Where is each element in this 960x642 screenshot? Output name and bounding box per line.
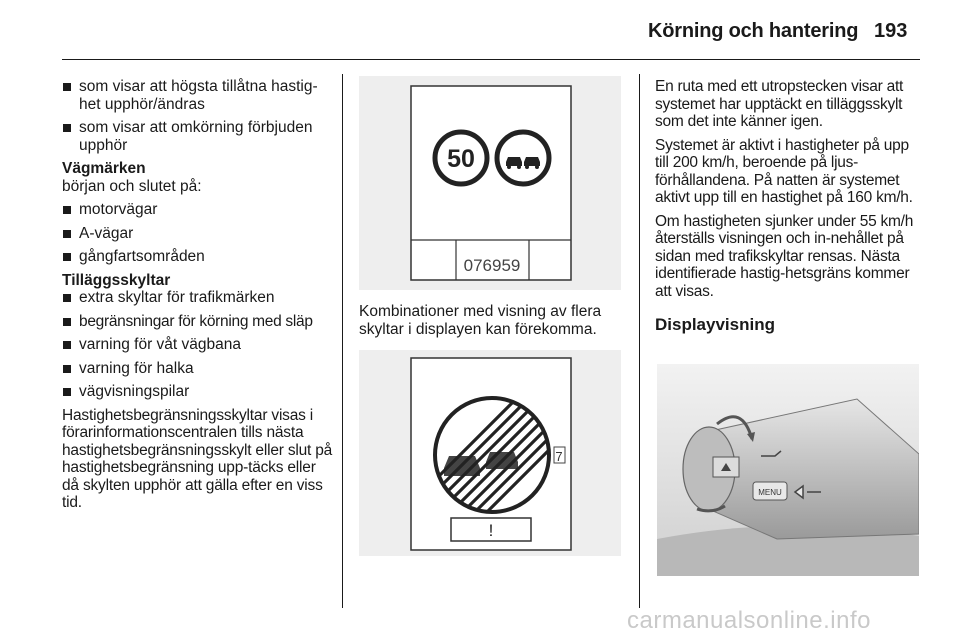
- section-heading: Displayvisning: [655, 315, 775, 334]
- bullet-square-icon: [63, 206, 71, 214]
- bullet-item: som visar att omkörning förbjuden upphör: [62, 119, 334, 154]
- bullet-square-icon: [63, 294, 71, 302]
- right-column: [655, 78, 923, 334]
- bullet-square-icon: [63, 318, 71, 326]
- bullet-item: motorvägar: [62, 201, 334, 219]
- column-divider-right: [639, 74, 640, 608]
- stalk-control-figure: [657, 364, 919, 576]
- roadsigns-heading: Vägmärken: [62, 160, 146, 177]
- bullet-square-icon: [63, 230, 71, 238]
- speed-limit-value: 50: [447, 145, 475, 173]
- body-paragraph: Om hastigheten sjunker under 55 km/h återställs visningen och in-nehållet på sidan med trafikskyltar rensas. Nästa identifierade hastig-hetsgräns kommer att visas.: [655, 212, 914, 300]
- no-overtaking-sign-icon: [497, 132, 549, 184]
- roadsigns-intro: början och slutet på:: [62, 177, 202, 195]
- page-number: 193: [874, 20, 908, 42]
- page-header-title: Körning och hantering: [648, 20, 859, 42]
- bullet-item: vägvisningspilar: [62, 383, 334, 401]
- bullet-item: gångfartsområden: [62, 248, 334, 266]
- side-sign-number: 7: [555, 449, 563, 464]
- bullet-item: varning för halka: [62, 360, 334, 378]
- body-paragraph: Hastighetsbegränsningsskyltar visas i förarinformationscentralen tills nästa hastighetsbegränsningsskylt eller slut på hastighetsbegränsning upp-täcks eller då skylten upphör att gälla efter en viss tid.: [62, 406, 333, 511]
- header-divider: [62, 59, 920, 60]
- figure-caption: Kombinationer med visning av flera skyltar i displayen kan förekomma.: [359, 303, 602, 338]
- end-of-overtaking-figure: [359, 350, 621, 556]
- bullet-square-icon: [63, 253, 71, 261]
- bullet-item: extra skyltar för trafikmärken: [62, 289, 334, 307]
- bullet-square-icon: [63, 124, 71, 132]
- bullet-square-icon: [63, 388, 71, 396]
- bullet-square-icon: [63, 341, 71, 349]
- menu-button-label: MENU: [758, 488, 782, 497]
- body-paragraph: Systemet är aktivt i hastigheter på upp till 200 km/h, beroende på ljus-förhållandena. På natten är systemet aktivt upp till en hastighet på 160 km/h.: [655, 136, 913, 206]
- bullet-item: begränsningar för körning med släp: [62, 313, 334, 331]
- column-divider-left: [342, 74, 343, 608]
- bullet-item: som visar att högsta tillåtna hastig-het upphör/ändras: [62, 78, 334, 113]
- image-code: 076959: [463, 256, 521, 275]
- unknown-sign-icon: !: [488, 521, 494, 540]
- body-paragraph: En ruta med ett utropstecken visar att systemet har upptäckt en tilläggsskylt som det inte känner igen.: [655, 78, 904, 130]
- bullet-square-icon: [63, 83, 71, 91]
- watermark: carmanualsonline.info: [627, 607, 871, 634]
- left-column: [62, 78, 334, 518]
- extra-signs-heading: Tilläggsskyltar: [62, 271, 171, 289]
- speed-limit-display-figure: [359, 76, 621, 290]
- bullet-square-icon: [63, 365, 71, 373]
- bullet-item: A-vägar: [62, 225, 334, 243]
- bullet-item: varning för våt vägbana: [62, 336, 334, 354]
